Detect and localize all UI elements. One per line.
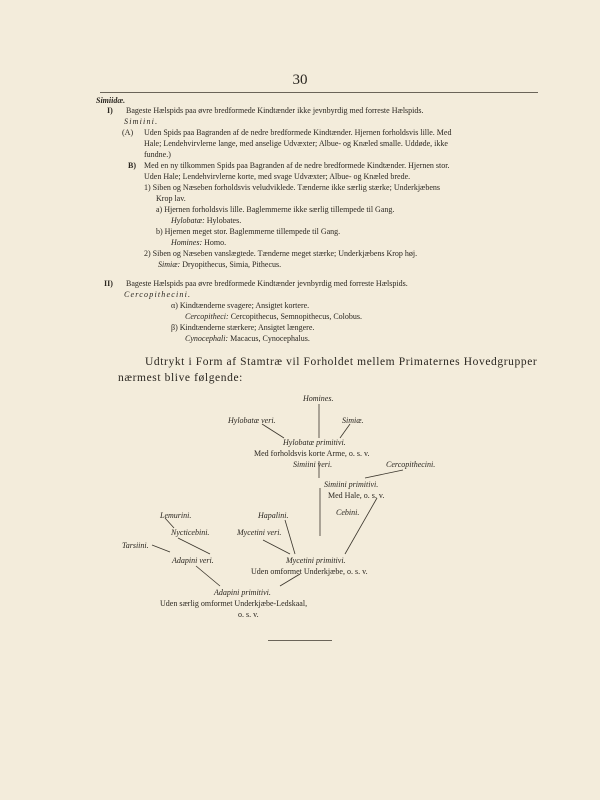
beta-text: β) Kindtænderne stærkere; Ansigtet længere. [171,323,315,332]
tree-node-hylobatae-veri: Hylobatæ veri. [228,416,276,425]
lead-line: Udtrykt i Form af Stamtræ vil Forholdet mellem Primaternes Hovedgrupper [145,356,538,368]
tree-node-tarsiini: Tarsiini. [122,541,149,550]
item-2-text: 2) Siben og Næseben vanslægtede. Tænderne meget stærke; Underkjæbens Krop høj. [144,249,418,258]
simiae-genera: Dryopithecus, Simia, Pithecus. [182,260,282,269]
subsection-A-line: fundne.) [144,150,171,159]
tree-node-homines: Homines. [303,394,334,403]
tree-node-mycetini-veri: Mycetini veri. [237,528,282,537]
subsection-B-line: Uden Hale; Lendehvirvlerne korte, med svage Udvæxter; Albue- og Knæled brede. [144,172,411,181]
subsection-A-line: Hale; Lendehvirvlerne lange, med anselige Udvæxter; Albue- og Knæled smalle. Uddøde, ikke [144,139,448,148]
simiini-group: Simiini. [124,117,159,126]
family-heading: Simiidæ. [96,96,126,105]
tree-node-hapalini: Hapalini. [258,511,289,520]
cynocephali-genera: Macacus, Cynocephalus. [230,334,310,343]
alpha-text: α) Kindtænderne svagere; Ansigtet kortere. [171,301,310,310]
tree-node-adapini-primitivi: Adapini primitivi. [214,588,271,597]
item-a-text: a) Hjernen forholdsvis lille. Baglemmerne ikke særlig tillempede til Gang. [156,205,395,214]
simiae-name: Simiæ: [158,260,181,269]
tree-node-simiae: Simiæ. [342,416,364,425]
cercopithecini-group: Cercopithecini. [124,290,192,299]
tree-note-simiini: Med Hale, o. s. v. [328,491,385,500]
hylobatae-name: Hylobatæ: [171,216,205,225]
tree-note-adapini: o. s. v. [238,610,259,619]
closing-rule [268,640,332,641]
subsection-B-marker: B) [128,161,136,170]
cercopitheci-genera: Cercopithecus, Semnopithecus, Colobus. [230,312,363,321]
tree-node-mycetini-primitivi: Mycetini primitivi. [286,556,346,565]
tree-note-hylobatae: Med forholdsvis korte Arme, o. s. v. [254,449,370,458]
item-b-text: b) Hjernen meget stor. Baglemmerne tillempede til Gang. [156,227,341,236]
tree-node-nycticebini: Nycticebini. [171,528,210,537]
tree-note-mycetini: Uden omformet Underkjæbe, o. s. v. [251,567,368,576]
tree-node-simiini-veri: Simiini veri. [293,460,333,469]
page-number: 30 [292,72,308,88]
section-I-text: Bageste Hælspids paa øvre bredformede Kindtænder ikke jevnbyrdig med forreste Hælspids. [126,106,424,115]
homines-genera: Homo. [204,238,227,247]
cynocephali-name: Cynocephali: [185,334,229,343]
tree-node-cercopithecini: Cercopithecini. [386,460,436,469]
tree-note-adapini: Uden særlig omformet Underkjæbe-Ledskaal, [160,599,308,608]
subsection-A-marker: (A) [122,128,134,137]
item-1-line: Krop lav. [156,194,186,203]
homines-name: Homines: [171,238,203,247]
section-II-marker: II) [104,279,113,288]
lead-line: nærmest blive følgende: [118,372,243,384]
section-I-marker: I) [107,106,113,115]
subsection-B-line: Med en ny tilkommen Spids paa Bagranden af de nedre bredformede Kindtænder. Hjernen stor. [144,161,450,170]
subsection-A-line: Uden Spids paa Bagranden af de nedre bredformede Kindtænder. Hjernen forholdsvis lille. Med [144,128,452,137]
cercopitheci-name: Cercopitheci: [185,312,229,321]
tree-node-cebini: Cebini. [336,508,360,517]
tree-node-lemurini: Lemurini. [160,511,192,520]
tree-node-adapini-veri: Adapini veri. [172,556,214,565]
hylobatae-genera: Hylobates. [206,216,242,225]
tree-node-hylobatae-primitivi: Hylobatæ primitivi. [283,438,346,447]
item-1-line: 1) Siben og Næseben forholdsvis veludviklede. Tænderne ikke særlig stærke; Underkjæbens [144,183,441,192]
section-II-text: Bageste Hælspids paa øvre bredformede Kindtænder jevnbyrdig med forreste Hælspids. [126,279,408,288]
tree-node-simiini-primitivi: Simiini primitivi. [324,480,379,489]
